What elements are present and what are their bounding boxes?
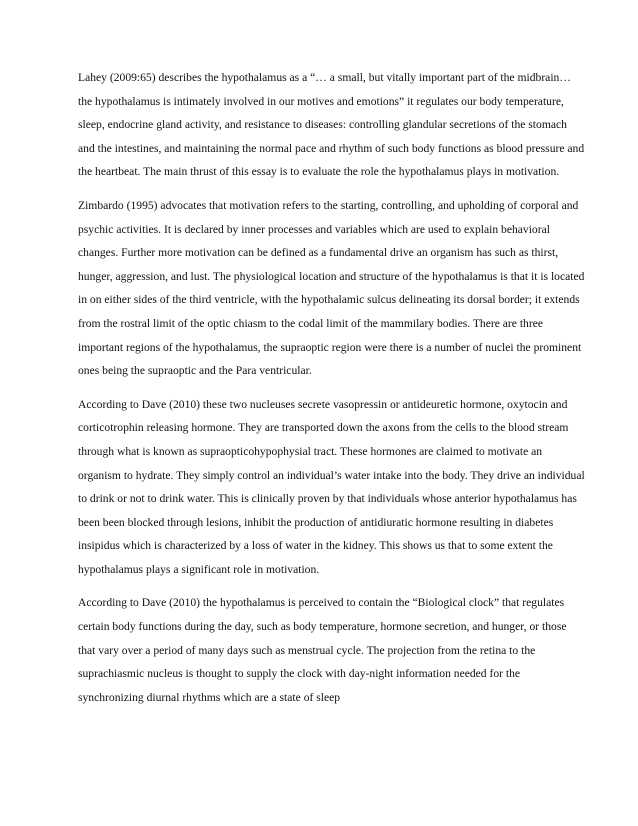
paragraph-dave-biological-clock: According to Dave (2010) the hypothalamus is perceived to contain the “Biological clock” that regulates certain body functions during the day, such as body temperature, hormone secretion, and hunger, or those that vary over a period of many days such as menstrual cycle. The projection from the retina to the suprachiasmic nucleus is thought to supply the clock with day-night information needed for the synchronizing diurnal rhythms which are a state of sleep xyxy=(78,596,567,704)
paragraph-zimbardo: Zimbardo (1995) advocates that motivation refers to the starting, controlling, and upholding of corporal and psychic activities. It is declared by inner processes and variables which are used to explain behavioral changes. Further more motivation can be defined as a fundamental drive an organism has such as thirst, hunger, aggression, and lust. The physiological location and structure of the hypothalamus is that it is located in on either sides of the third ventricle, with the hypothalamic sulcus delineating its dorsal border; it extends from the rostral limit of the optic chiasm to the codal limit of the mammilary bodies. There are three important regions of the hypothalamus, the supraoptic region were there is a number of nuclei the prominent ones being the supraoptic and the Para ventricular. xyxy=(78,198,585,378)
paragraph-dave-hormones: According to Dave (2010) these two nucleuses secrete vasopressin or antideuretic hormone, oxytocin and corticotrophin releasing hormone. They are transported down the axons from the cells to the blood stream through what is known as supraopticohypophysial tract. These hormones are claimed to motivate an organism to hydrate. They simply control an individual’s water intake into the body. They drive an individual to drink or not to drink water. This is clinically proven by that individuals whose anterior hypothalamus has been been blocked through lesions, inhibit the production of antidiuratic hormone resulting in diabetes insipidus which is characterized by a loss of water in the kidney. This shows us that to some extent the hypothalamus plays a significant role in motivation. xyxy=(78,397,585,576)
paragraph-intro: Lahey (2009:65) describes the hypothalamus as a “… a small, but vitally important part of the midbrain… the hypothalamus is intimately involved in our motives and emotions” it regulates our body temperature, sleep, endocrine gland activity, and resistance to diseases: controlling glandular secretions of the stomach and the intestines, and maintaining the normal pace and rhythm of such body functions as blood pressure and the heartbeat. The main thrust of this essay is to evaluate the role the hypothalamus plays in motivation. xyxy=(78,71,585,179)
